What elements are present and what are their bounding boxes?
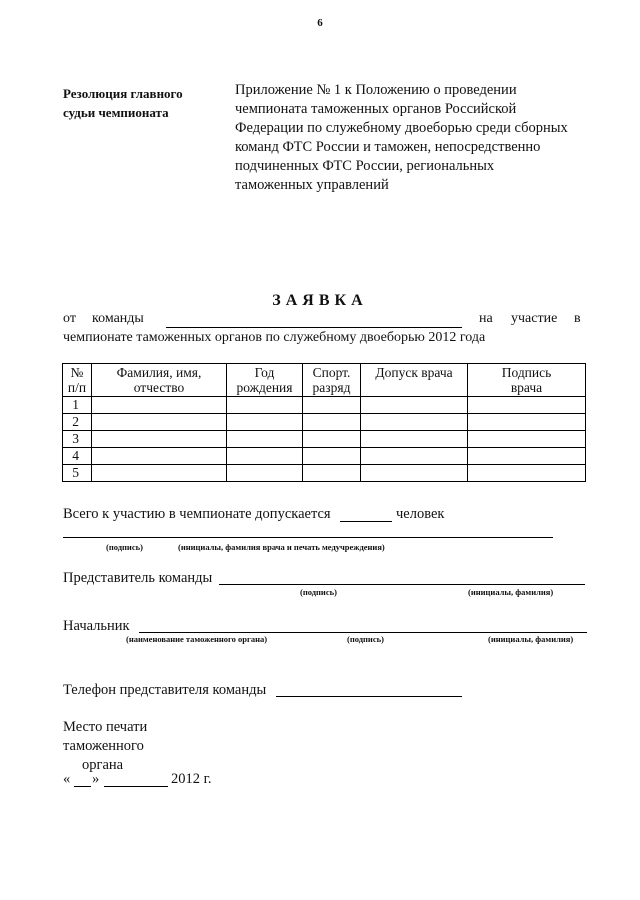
table-header-row	[63, 364, 586, 397]
row-number: 4	[63, 448, 92, 465]
table-row	[63, 431, 586, 448]
birth-year-cell[interactable]	[227, 397, 303, 414]
birth-year-cell[interactable]	[227, 465, 303, 482]
appendix-line: таможенных управлений	[235, 177, 389, 193]
total-count-line[interactable]	[340, 521, 392, 522]
participation-word: участие	[511, 311, 558, 326]
name-cell[interactable]	[92, 465, 227, 482]
row-number: 5	[63, 465, 92, 482]
stamp-line: таможенного	[63, 738, 144, 754]
table-row	[63, 465, 586, 482]
admission-cell[interactable]	[361, 431, 468, 448]
resolution-block	[63, 84, 223, 122]
table-row	[63, 448, 586, 465]
admission-cell[interactable]	[361, 448, 468, 465]
appendix-line: Приложение № 1 к Положению о проведении	[235, 82, 517, 98]
row-number: 1	[63, 397, 92, 414]
birth-year-cell[interactable]	[227, 414, 303, 431]
representative-signature-caption: (подпись)	[300, 587, 337, 597]
resolution-line: Резолюция главного	[63, 86, 183, 101]
date-day-line[interactable]	[74, 786, 91, 787]
page-number: 6	[317, 17, 323, 29]
representative-label: Представитель команды	[63, 570, 213, 586]
table-row	[63, 414, 586, 431]
admission-cell[interactable]	[361, 465, 468, 482]
birth-year-cell[interactable]	[227, 431, 303, 448]
header-doctor-signature: Подпись врача	[468, 364, 586, 397]
header-number: № п/п	[63, 364, 92, 397]
chief-line[interactable]	[139, 632, 587, 633]
name-cell[interactable]	[92, 448, 227, 465]
chief-initials-caption: (инициалы, фамилия)	[488, 634, 574, 644]
representative-initials-caption: (инициалы, фамилия)	[468, 587, 554, 597]
chief-label: Начальник	[63, 618, 130, 634]
resolution-line: судьи чемпионата	[63, 105, 169, 120]
name-cell[interactable]	[92, 397, 227, 414]
doctor-initials-caption: (инициалы, фамилия врача и печать медучреждения)	[178, 542, 385, 552]
on-word: на	[479, 311, 493, 326]
name-cell[interactable]	[92, 431, 227, 448]
application-line-2: чемпионате таможенных органов по служебному двоеборью 2012 года	[63, 330, 486, 345]
admission-cell[interactable]	[361, 414, 468, 431]
date-open-quote: «	[63, 771, 71, 787]
rank-cell[interactable]	[303, 397, 361, 414]
in-word: в	[574, 311, 581, 326]
signature-cell[interactable]	[468, 397, 586, 414]
header-birth-year: Год рождения	[227, 364, 303, 397]
team-word: команды	[92, 311, 144, 326]
rank-cell[interactable]	[303, 448, 361, 465]
stamp-block	[63, 718, 147, 775]
phone-label: Телефон представителя команды	[63, 682, 267, 698]
total-label: Всего к участию в чемпионате допускается	[63, 506, 331, 522]
admission-cell[interactable]	[361, 397, 468, 414]
date-month-line[interactable]	[104, 786, 168, 787]
signature-cell[interactable]	[468, 431, 586, 448]
rank-cell[interactable]	[303, 414, 361, 431]
signature-cell[interactable]	[468, 465, 586, 482]
row-number: 2	[63, 414, 92, 431]
doctor-signature-caption: (подпись)	[106, 542, 143, 552]
stamp-line: Место печати	[63, 719, 148, 735]
team-name-line[interactable]	[166, 327, 462, 328]
representative-line[interactable]	[219, 584, 585, 585]
chief-org-caption: (наименование таможенного органа)	[126, 634, 268, 644]
header-sport-rank: Спорт. разряд	[303, 364, 361, 397]
phone-line[interactable]	[276, 696, 462, 697]
chief-signature-caption: (подпись)	[347, 634, 384, 644]
from-word: от	[63, 311, 76, 326]
birth-year-cell[interactable]	[227, 448, 303, 465]
stamp-line: органа	[82, 757, 124, 773]
header-doctor-admission: Допуск врача	[361, 364, 468, 397]
total-unit: человек	[396, 506, 445, 522]
date-year: 2012 г.	[171, 771, 212, 787]
row-number: 3	[63, 431, 92, 448]
appendix-line: подчиненных ФТС России, региональных	[235, 158, 495, 174]
date-close-quote: »	[92, 771, 100, 787]
appendix-block	[235, 81, 595, 195]
document-title: ЗАЯВКА	[272, 292, 368, 309]
rank-cell[interactable]	[303, 465, 361, 482]
table-row	[63, 397, 586, 414]
signature-cell[interactable]	[468, 448, 586, 465]
appendix-line: Федерации по служебному двоеборью среди сборных	[235, 120, 568, 136]
signature-cell[interactable]	[468, 414, 586, 431]
appendix-line: команд ФТС России и таможен, непосредственно	[235, 139, 541, 155]
appendix-line: чемпионата таможенных органов Российской	[235, 101, 517, 117]
rank-cell[interactable]	[303, 431, 361, 448]
participants-table	[62, 363, 586, 482]
name-cell[interactable]	[92, 414, 227, 431]
header-full-name: Фамилия, имя, отчество	[92, 364, 227, 397]
doctor-signature-line[interactable]	[63, 537, 553, 538]
